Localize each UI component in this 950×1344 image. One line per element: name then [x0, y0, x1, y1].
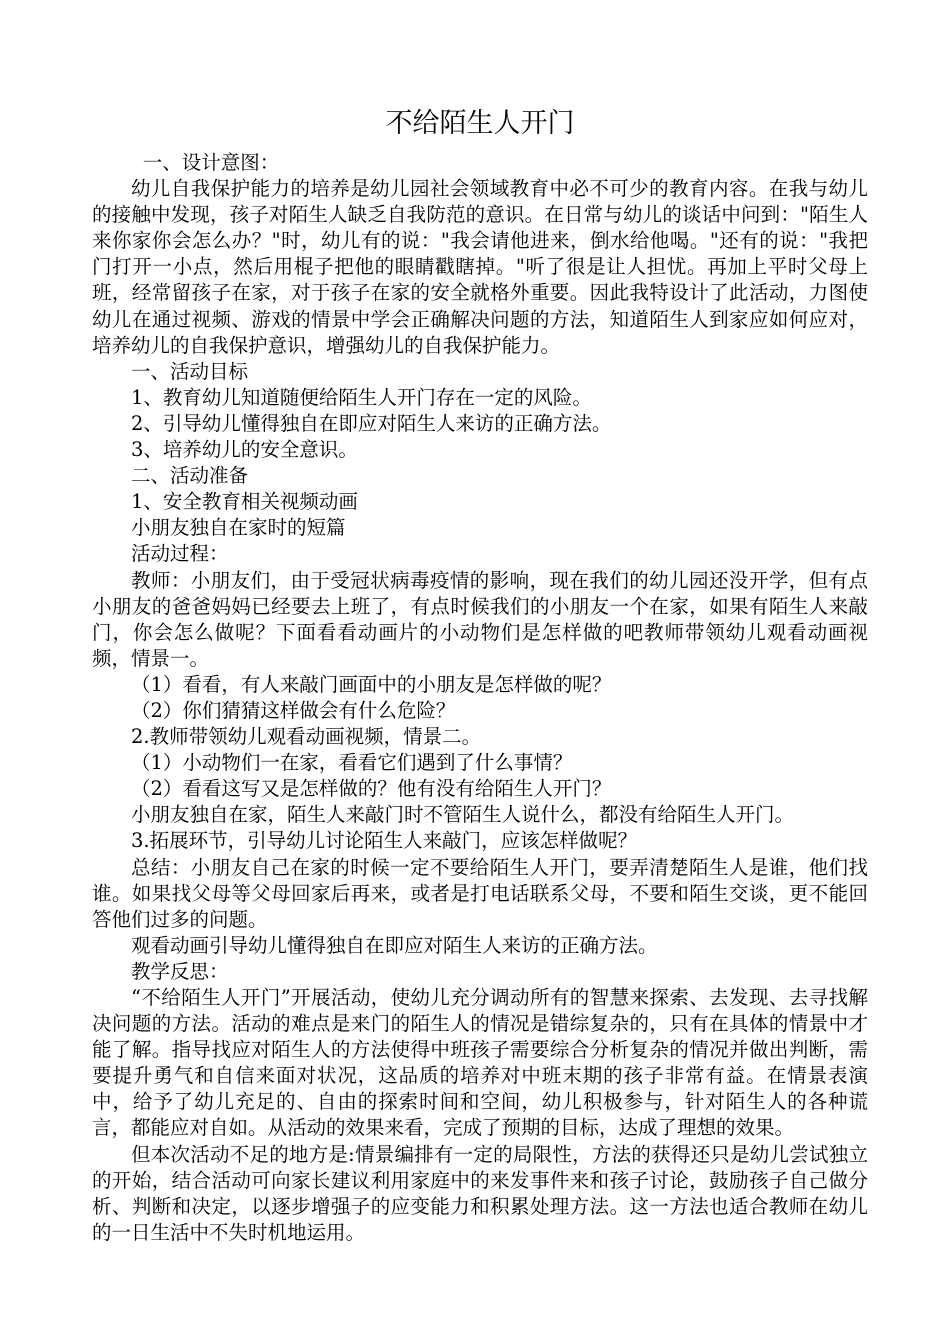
- scene-two-conclusion: 小朋友独自在家，陌生人来敲门时不管陌生人说什么，都没有给陌生人开门。: [131, 803, 795, 827]
- document-title: 不给陌生人开门: [385, 108, 575, 139]
- section-heading-activity-goals: 一、活动目标: [131, 359, 249, 383]
- section-heading-design-intent: 一、设计意图：: [142, 151, 280, 174]
- goal-item-3: 3、培养幼儿的安全意识。: [131, 438, 358, 462]
- document-page: [92, 104, 868, 1246]
- paragraph-design-intent: 幼儿自我保护能力的培养是幼儿园社会领域教育中必不可少的教育内容。在我与幼儿的接触中发现，孩子对陌生人缺乏自我防范的意识。在日常与幼儿的谈话中问到："陌生人来你家你会怎么办？"时，幼儿有的说："我会请他进来，倒水给他喝。"还有的说："我把门打开一小点，然后用棍子把他的眼睛戳瞎掉。"听了很是让人担忧。再加上平时父母上班，经常留孩子在家，对于孩子在家的安全就格外重要。因此我特设计了此活动，力图使幼儿在通过视频、游戏的情景中学会正确解决问题的方法，知道陌生人到家应如何应对，培养幼儿的自我保护意识，增强幼儿的自我保护能力。: [92, 177, 868, 357]
- paragraph-animation-guidance: 观看动画引导幼儿懂得独自在即应对陌生人来访的正确方法。: [131, 933, 658, 957]
- goal-item-1: 1、教育幼儿知道随便给陌生人开门存在一定的风险。: [131, 385, 592, 409]
- scene-two-heading: 2.教师带领幼儿观看动画视频，情景二。: [131, 725, 482, 749]
- document-body: [92, 150, 868, 1246]
- scene-one-question-2: （2）你们猜猜这样做会有什么危险？: [131, 698, 456, 722]
- paragraph-reflection-1: “不给陌生人开门”开展活动，使幼儿充分调动所有的智慧来探索、去发现、去寻找解决问题的方法。活动的难点是来门的陌生人的情况是错综复杂的，只有在具体的情景中才能了解。指导找应对陌生人的方法使得中班孩子需要综合分析复杂的情况并做出判断，需要提升勇气和自信来面对状况，这品质的培养对中班末期的孩子非常有益。在情景表演中，给予了幼儿充足的、自由的探索时间和空间，幼儿积极参与，针对陌生人的各种谎言，都能应对自如。从活动的效果来看，完成了预期的目标，达成了理想的效果。: [92, 986, 868, 1140]
- extension-step: 3.拓展环节，引导幼儿讨论陌生人来敲门，应该怎样做呢？: [131, 829, 638, 853]
- section-heading-activity-process: 活动过程：: [131, 542, 229, 566]
- scene-two-question-2: （2）看看这写又是怎样做的？他有没有给陌生人开门？: [131, 777, 612, 801]
- scene-one-question-1: （1）看看，有人来敲门画面中的小朋友是怎样做的呢？: [131, 672, 612, 696]
- paragraph-teacher-intro: 教师：小朋友们，由于受冠状病毒疫情的影响，现在我们的幼儿园还没开学，但有点小朋友的爸爸妈妈已经要去上班了，有点时候我们的小朋友一个在家，如果有陌生人来敲门，你会怎么做呢？下面看看动画片的小动物们是怎样做的吧教师带领幼儿观看动画视频，情景一。: [92, 568, 868, 670]
- scene-two-question-1: （1）小动物们一在家，看看它们遇到了什么事情？: [131, 751, 573, 775]
- section-heading-activity-preparation: 二、活动准备: [131, 464, 249, 488]
- paragraph-reflection-2: 但本次活动不足的地方是:情景编排有一定的局限性，方法的获得还只是幼儿尝试独立的开始，结合活动可向家长建议利用家庭中的来发事件来和孩子讨论，鼓励孩子自己做分析、判断和决定，以逐步增强子的应变能力和积累处理方法。这一方法也适合教师在幼儿的一日生活中不失时机地运用。: [92, 1142, 868, 1244]
- section-heading-teaching-reflection: 教学反思：: [131, 959, 229, 983]
- goal-item-2: 2、引导幼儿懂得独自在即应对陌生人来访的正确方法。: [131, 411, 612, 435]
- preparation-item-1: 1、安全教育相关视频动画: [131, 490, 358, 514]
- paragraph-summary: 总结：小朋友自己在家的时候一定不要给陌生人开门，要弄清楚陌生人是谁，他们找谁。如果找父母等父母回家后再来，或者是打电话联系父母，不要和陌生交谈，更不能回答他们过多的问题。: [92, 855, 868, 931]
- preparation-item-2: 小朋友独自在家时的短篇: [131, 516, 346, 540]
